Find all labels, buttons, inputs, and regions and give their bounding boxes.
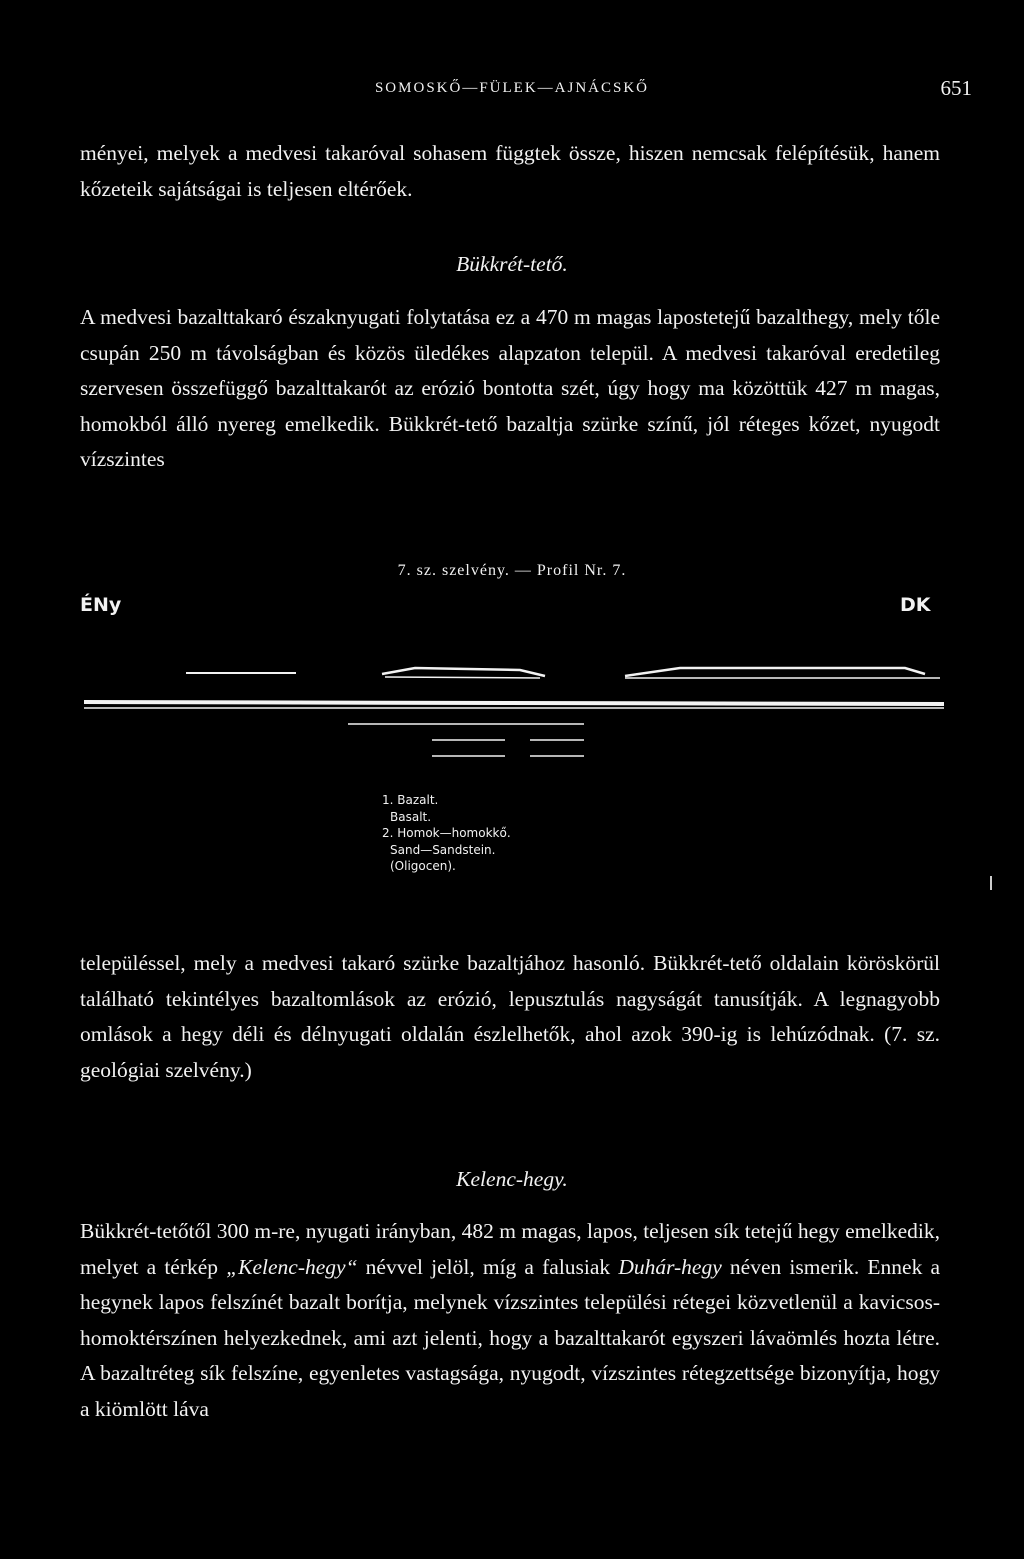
legend-item-basalt: 1. Bazalt. xyxy=(382,793,439,807)
running-title: SOMOSKŐ—FÜLEK—AJNÁCSKŐ xyxy=(374,80,650,96)
paragraph-4-part-2: névvel jelöl, míg a falusiak xyxy=(357,1254,619,1279)
section-heading-bukkret-teto: Bükkrét-tető. xyxy=(456,252,568,276)
map-name: „Kelenc-hegy“ xyxy=(226,1254,358,1279)
basalt-layer-middle xyxy=(382,668,545,676)
legend-item-basalt-de: Basalt. xyxy=(390,809,432,824)
basalt-layer-right xyxy=(625,668,925,676)
local-name: Duhár-hegy xyxy=(618,1254,722,1279)
paragraph-4-part-1: Bükkrét-tetőtől 300 m-re, nyugati irányban, 482 m magas, lapos, teljesen sík tetejű hegy emelkedik, melyet a térkép xyxy=(80,1219,940,1279)
page-number: 651 xyxy=(940,76,972,100)
figure-caption: 7. sz. szelvény. — Profil Nr. 7. xyxy=(397,562,627,579)
paragraph-4-part-3: néven ismerik. Ennek a hegynek lapos felszínét bazalt borítja, melynek vízszintes települési rétegei közvetlenül a kavicsos-homoktérszínen helyezkednek, ami azt jelenti, hogy a bazalttakarót egyszeri lávaömlés hozta létre. A bazaltréteg sík felszíne, egyenletes vastagsága, nyugodt, vízszintes rétegzettsége bizonyítja, hogy a kiömlött láva xyxy=(80,1254,940,1421)
legend-item-sand-de: Sand—Sandstein. xyxy=(390,842,496,857)
basalt-layer-middle-lower xyxy=(385,677,540,678)
legend-item-sand: 2. Homok—homokkő. xyxy=(382,826,511,840)
paragraph-2: A medvesi bazalttakaró északnyugati folytatása ez a 470 m magas lapostetejű bazalthegy, mely tőle csupán 250 m távolságban és közös üledékes alapzaton települ. A medvesi takaróval eredetileg szervesen összefüggő bazalttakarót az erózió bontotta szét, úgy hogy ma közöttük 427 m magas, homokból álló nyereg emelkedik. Bükkrét-tető bazaltja szürke színű, jól réteges kőzet, nyugodt vízszintes xyxy=(80,305,940,471)
page-header xyxy=(0,76,1024,106)
legend-item-age: (Oligocen). xyxy=(390,859,456,873)
paragraph-4 xyxy=(80,1214,940,1427)
margin-mark xyxy=(990,876,992,890)
sandstone-base-line xyxy=(84,702,944,704)
direction-label-left: ÉNy xyxy=(80,594,122,616)
geological-profile-diagram xyxy=(0,640,1024,790)
section-heading-kelenc-hegy: Kelenc-hegy. xyxy=(456,1167,568,1191)
paragraph-1: ményei, melyek a medvesi takaróval sohasem függtek össze, hiszen nemcsak felépítésük, hanem kőzeteik sajátságai is teljesen eltérőek. xyxy=(80,141,940,201)
figure-legend xyxy=(382,792,511,875)
direction-label-right: DK xyxy=(900,594,931,616)
paragraph-3: településsel, mely a medvesi takaró szürke bazaltjához hasonló. Bükkrét-tető oldalain köröskörül található tekintélyes bazaltomlások az erózió, lepusztulás nagyságát tanusítják. A legnagyobb omlások a hegy déli és délnyugati oldalán észlelhetők, ahol azok 390-ig is lehúzódnak. (7. sz. geológiai szelvény.) xyxy=(80,951,940,1082)
